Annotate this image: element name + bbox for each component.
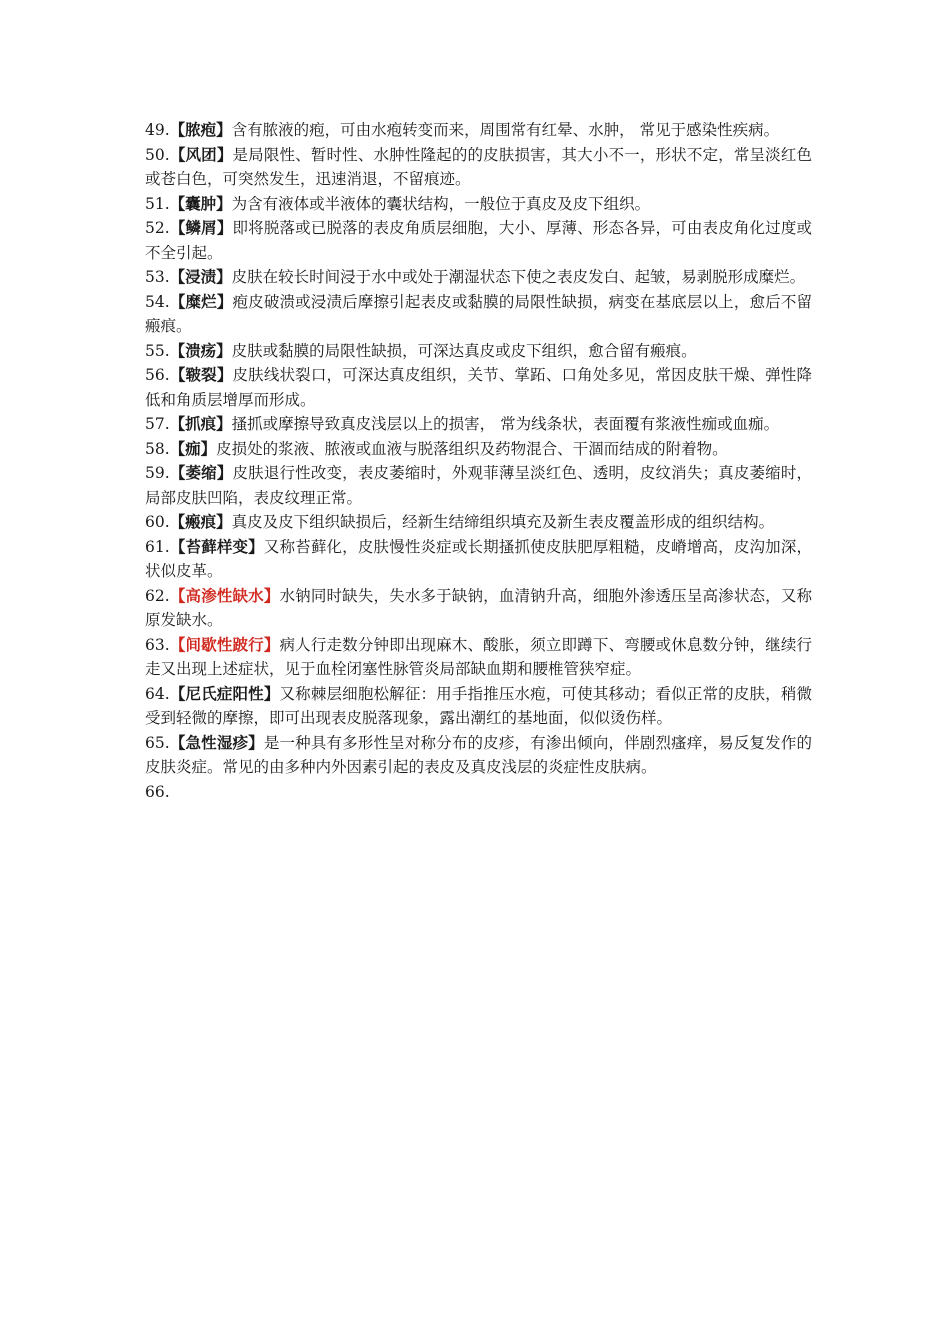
glossary-entry xyxy=(145,731,812,780)
entry-term: 【糜烂】 xyxy=(169,291,233,311)
entry-number: 61. xyxy=(145,537,170,556)
entry-term: 【囊肿】 xyxy=(169,193,232,213)
glossary-entry xyxy=(145,412,812,437)
entry-definition: 为含有液体或半液体的囊状结构，一般位于真皮及皮下组织。 xyxy=(231,194,651,213)
entry-term: 【瘢痕】 xyxy=(169,512,232,531)
entry-term: 【萎缩】 xyxy=(169,463,233,482)
entry-term: 【间歇性跛行】 xyxy=(169,634,280,654)
entry-term: 【尼氏症阳性】 xyxy=(169,683,280,703)
entry-definition: 是局限性、暂时性、水肿性隆起的的皮肤损害，其大小不一，形状不定，常呈淡红色或苍白色，可突然发生，迅速消退，不留痕迹。 xyxy=(145,145,812,188)
entry-definition: 疱皮破溃或浸渍后摩擦引起表皮或黏膜的局限性缺损，病变在基底层以上，愈后不留瘢痕。 xyxy=(145,292,812,335)
glossary-entry xyxy=(145,118,812,143)
glossary-entry xyxy=(145,143,812,192)
glossary-entry xyxy=(145,290,812,339)
glossary-entry xyxy=(145,192,812,217)
glossary-entry xyxy=(145,461,812,510)
entry-definition: 又称苔藓化，皮肤慢性炎症或长期搔抓使皮肤肥厚粗糙，皮嵴增高，皮沟加深，状似皮革。 xyxy=(145,537,812,580)
entry-number: 50. xyxy=(145,145,170,164)
entry-term: 【急性湿疹】 xyxy=(169,732,264,752)
entry-definition: 搔抓或摩擦导致真皮浅层以上的损害， 常为线条状，表面覆有浆液性痂或血痂。 xyxy=(231,415,780,433)
entry-number: 59. xyxy=(145,464,170,482)
entry-number: 54. xyxy=(145,292,170,311)
glossary-entry xyxy=(145,535,812,584)
entry-definition: 水钠同时缺失，失水多于缺钠，血清钠升高，细胞外渗透压呈高渗状态，又称原发缺水。 xyxy=(145,586,812,629)
glossary-entry xyxy=(145,682,812,731)
entry-term: 【抓痕】 xyxy=(169,414,232,433)
entry-number: 58. xyxy=(145,439,170,458)
entry-definition: 是一种具有多形性呈对称分布的皮疹，有渗出倾向，伴剧烈瘙痒，易反复发作的皮肤炎症。常见的由多种内外因素引起的表皮及真皮浅层的炎症性皮肤病。 xyxy=(145,733,812,776)
glossary-entry xyxy=(145,510,812,535)
glossary-list xyxy=(145,118,812,804)
entry-number: 63. xyxy=(145,635,170,654)
entry-number: 66. xyxy=(145,782,170,801)
glossary-entry xyxy=(145,633,812,682)
entry-number: 56. xyxy=(145,366,170,384)
entry-definition: 含有脓液的疱，可由水疱转变而来，周围常有红晕、水肿， 常见于感染性疾病。 xyxy=(231,121,780,139)
glossary-entry xyxy=(145,363,812,412)
entry-definition: 病人行走数分钟即出现麻木、酸胀，须立即蹲下、弯腰或休息数分钟，继续行走又出现上述症状，见于血栓闭塞性脉管炎局部缺血期和腰椎管狭窄症。 xyxy=(145,635,812,678)
entry-term: 【高渗性缺水】 xyxy=(169,585,280,605)
entry-number: 52. xyxy=(145,219,170,237)
entry-definition: 皮损处的浆液、脓液或血液与脱落组织及药物混合、干涸而结成的附着物。 xyxy=(216,439,728,458)
entry-term: 【痂】 xyxy=(169,438,217,458)
entry-number: 55. xyxy=(145,341,170,360)
entry-term: 【鳞屑】 xyxy=(169,218,233,237)
entry-number: 53. xyxy=(145,268,170,286)
entry-definition: 即将脱落或已脱落的表皮角质层细胞，大小、厚薄、形态各异，可由表皮角化过度或不全引起。 xyxy=(145,219,812,262)
glossary-entry xyxy=(145,339,812,364)
entry-number: 57. xyxy=(145,415,170,433)
entry-number: 65. xyxy=(145,733,170,752)
entry-definition: 又称棘层细胞松解征：用手指推压水疱，可使其移动；看似正常的皮肤，稍微受到轻微的摩擦，即可出现表皮脱落现象，露出潮红的基地面，似似烫伤样。 xyxy=(145,684,812,727)
entry-number: 51. xyxy=(145,194,170,213)
entry-number: 49. xyxy=(145,121,170,139)
entry-definition: 真皮及皮下组织缺损后，经新生结缔组织填充及新生表皮覆盖形成的组织结构。 xyxy=(231,513,775,531)
glossary-entry xyxy=(145,780,812,805)
entry-term: 【脓疱】 xyxy=(169,120,232,139)
entry-number: 60. xyxy=(145,513,170,531)
entry-number: 64. xyxy=(145,684,170,703)
glossary-entry xyxy=(145,216,812,265)
entry-term: 【浸渍】 xyxy=(169,267,232,286)
glossary-entry xyxy=(145,584,812,633)
entry-definition: 皮肤或黏膜的局限性缺损，可深达真皮或皮下组织，愈合留有瘢痕。 xyxy=(231,341,697,360)
entry-number: 62. xyxy=(145,586,170,605)
entry-term: 【皲裂】 xyxy=(169,365,233,384)
entry-definition: 皮肤退行性改变，表皮萎缩时，外观菲薄呈淡红色、透明，皮纹消失；真皮萎缩时，局部皮肤凹陷，表皮纹理正常。 xyxy=(145,464,812,507)
entry-term: 【苔藓样变】 xyxy=(169,536,264,556)
entry-definition: 皮肤线状裂口，可深达真皮组织，关节、掌跖、口角处多见，常因皮肤干燥、弹性降低和角质层增厚而形成。 xyxy=(145,366,812,409)
glossary-entry xyxy=(145,265,812,290)
entry-definition: 皮肤在较长时间浸于水中或处于潮湿状态下使之表皮发白、起皱，易剥脱形成糜烂。 xyxy=(231,268,806,286)
entry-term: 【溃疡】 xyxy=(169,340,232,360)
glossary-entry xyxy=(145,437,812,462)
entry-term: 【风团】 xyxy=(169,144,233,164)
